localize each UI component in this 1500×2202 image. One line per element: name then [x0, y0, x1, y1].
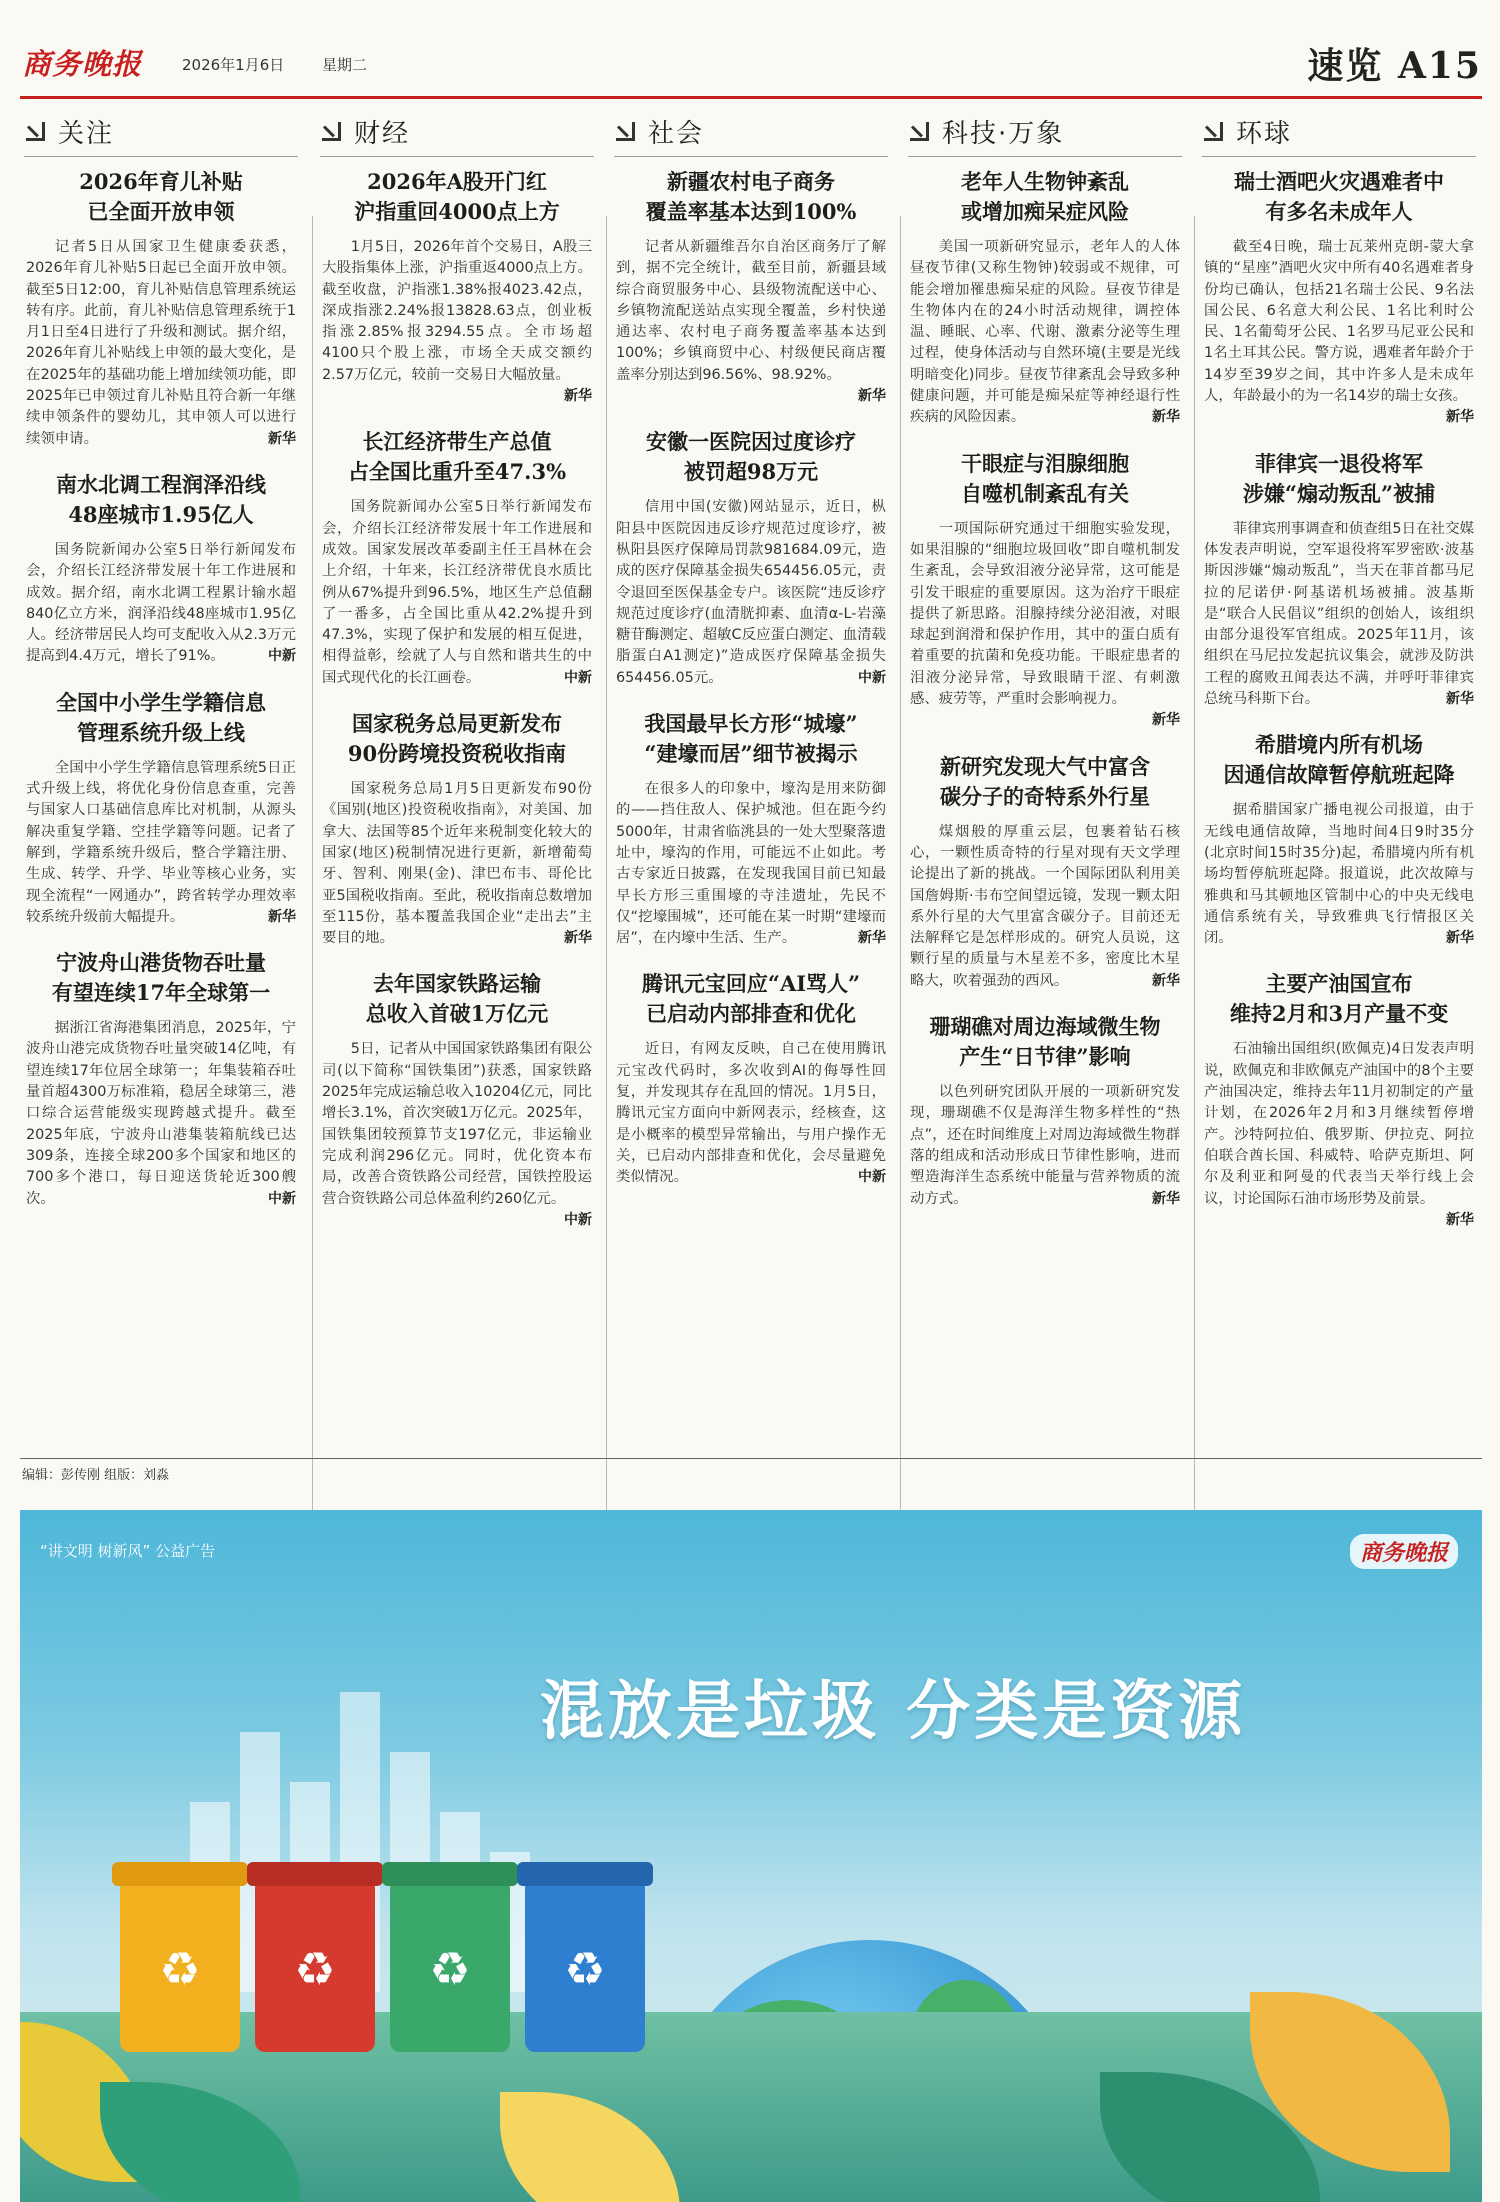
recycle-bin-green [390, 1882, 510, 2052]
article-gap [322, 949, 592, 963]
section-rule [908, 156, 1182, 157]
section-header [316, 106, 598, 156]
article-source: 新华 [1446, 409, 1474, 426]
article-body: 石油输出国组织(欧佩克)4日发表声明说，欧佩克和非欧佩克产油国中的8个主要产油国决定，维持去年11月初制定的产量计划，在2026年2月和3月继续暂停增产。沙特阿拉伯、俄罗斯、伊拉克、阿拉伯联合酋长国、科威特、哈萨克斯坦、阿尔及利亚和阿曼的代表当天举行线上会议，讨论国际石油市场形势及前景。 [1204, 1041, 1474, 1207]
article-gap [616, 949, 886, 963]
news-article [1198, 167, 1480, 443]
article-body-wrap [910, 237, 1180, 429]
section-title: 科技·万象 [942, 118, 1065, 149]
news-article [904, 1012, 1186, 1210]
news-article [610, 427, 892, 703]
article-body-wrap [26, 1018, 296, 1210]
article-headline: 菲律宾一退役将军 涉嫌“煽动叛乱”被捕 [1242, 450, 1436, 506]
column-divider [900, 216, 901, 1551]
bin-lid [382, 1862, 518, 1886]
article-source: 新华 [858, 930, 886, 947]
section-header [20, 106, 302, 156]
masthead-rule [20, 96, 1482, 99]
article-body-wrap [616, 1039, 886, 1188]
article-body: 煤烟般的厚重云层，包裹着钻石核心，一颗性质奇特的行星对现有天文学理论提出了新的挑战。一个国际团队利用美国詹姆斯·韦布空间望远镜，发现一颗太阳系外行星的大气里富含碳分子。目前还无法解释它是怎样形成的。研究人员说，这颗行星的质量与木星差不多，密度比木星略大，吹着强劲的西风。 [910, 823, 1180, 989]
article-body-wrap [910, 822, 1180, 992]
article-source: 中新 [564, 669, 592, 686]
article-headline: 2026年A股开门红 沪指重回4000点上方 [354, 169, 560, 224]
article-gap [910, 992, 1180, 1006]
article-source: 新华 [858, 388, 886, 405]
section-header [904, 106, 1186, 156]
recycle-icon: ♻ [564, 1942, 606, 1996]
news-article [1198, 449, 1480, 725]
news-article [904, 752, 1186, 1006]
section-rule [614, 156, 888, 157]
article-body-wrap [322, 237, 592, 407]
column-divider [312, 216, 313, 1551]
article-headline: 2026年育儿补贴 已全面开放申领 [79, 169, 243, 224]
article-body-wrap [26, 540, 296, 668]
article-headline: 国家税务总局更新发布 90份跨境投资税收指南 [347, 711, 567, 767]
section-arrow-icon [322, 120, 346, 142]
news-column [1198, 106, 1480, 1456]
editor-rule [20, 1458, 1482, 1459]
article-source: 新华 [268, 430, 296, 447]
news-article [610, 969, 892, 1188]
article-body-wrap [616, 497, 886, 689]
ad-newspaper-logo: 商务晚报 [1350, 1534, 1458, 1569]
article-body-wrap [1204, 519, 1474, 711]
section-arrow-icon [910, 120, 934, 142]
section-title: 社会 [648, 118, 705, 149]
article-source: 新华 [1446, 691, 1474, 708]
section-arrow-icon [1204, 120, 1228, 142]
article-source: 中新 [858, 1169, 886, 1186]
article-source: 新华 [1152, 712, 1180, 729]
article-body: 以色列研究团队开展的一项新研究发现，珊瑚礁不仅是海洋生物多样性的“热点”，还在时间维度上对周边海域微生物群落的组成和活动形成日节律性影响，进而塑造海洋生态系统中能量与营养物质的流动方式。 [910, 1084, 1180, 1207]
news-article [1198, 969, 1480, 1231]
article-body-wrap [26, 758, 296, 928]
news-column [904, 106, 1186, 1456]
article-source: 中新 [858, 669, 886, 686]
recycle-icon: ♻ [294, 1942, 336, 1996]
article-body: 近日，有网友反映，自己在使用腾讯元宝改代码时，多次收到AI的侮辱性回复，并发现其存在乱回的情况。1月5日，腾讯元宝方面向中新网表示，经核查，这是小概率的模型异常输出，与用户操作无关，已启动内部排查和优化，会尽量避免类似情况。 [616, 1041, 886, 1186]
article-body-wrap [1204, 800, 1474, 949]
article-headline: 安徽一医院因过度诊疗 被罚超98万元 [646, 429, 856, 485]
recycle-icon: ♻ [429, 1942, 471, 1996]
column-divider [1194, 216, 1195, 1551]
article-gap [322, 407, 592, 421]
article-headline: 我国最早长方形“城壕” “建壕而居”细节被揭示 [644, 711, 858, 767]
news-article [20, 688, 302, 942]
article-body: 在很多人的印象中，壕沟是用来防御的——挡住敌人、保护城池。但在距今约5000年，甘肃省临洮县的一处大型聚落遗址中，壕沟的作用，可能远不止如此。考古专家近日披露，在发现我国目前已知最早长方形三重围壕的寺洼遗址，先民不仅“挖壕围城”，还可能在某一时期“建壕而居”，在内壕中生活、生产。 [616, 781, 886, 947]
article-body-wrap [322, 779, 592, 949]
news-article [20, 948, 302, 1210]
article-body: 截至4日晚，瑞士瓦莱州克朗-蒙大拿镇的“星座”酒吧火灾中所有40名遇难者身份均已确认，包括21名瑞士公民、9名法国公民、6名意大利公民、1名比利时公民、1名葡萄牙公民、1名罗马尼亚公民和1名土耳其公民。警方说，遇难者年龄介于14岁至39岁之间，其中许多人是未成年人，年龄最小的为一名14岁的瑞士女孩。 [1204, 239, 1474, 405]
section-title: 财经 [354, 118, 411, 149]
article-headline: 长江经济带生产总值 占全国比重升至47.3% [347, 429, 567, 485]
article-body-wrap [910, 519, 1180, 732]
article-gap [910, 429, 1180, 443]
news-article [610, 709, 892, 963]
news-article [316, 969, 598, 1231]
article-headline: 瑞士酒吧火灾遇难者中 有多名未成年人 [1234, 169, 1444, 224]
section-title: 环球 [1236, 118, 1293, 149]
public-service-ad [20, 1510, 1482, 2202]
article-source: 新华 [1446, 1211, 1474, 1228]
article-gap [1204, 710, 1474, 724]
section-header [610, 106, 892, 156]
recycle-bin-yellow [120, 1882, 240, 2052]
article-body-wrap [616, 237, 886, 407]
news-article [1198, 730, 1480, 963]
article-body-wrap [1204, 237, 1474, 429]
article-body-wrap [910, 1082, 1180, 1210]
article-body: 国务院新闻办公室5日举行新闻发布会，介绍长江经济带发展十年工作进展和成效。据介绍，南水北调工程累计输水超840亿立方米，润泽沿线48座城市1.95亿人。经济带居民人均可支配收入从2.3万元提高到4.4万元，增长了91%。 [26, 541, 296, 665]
article-body: 1月5日，2026年首个交易日，A股三大股指集体上涨，沪指重返4000点上方。截至收盘，沪指涨1.38%报4023.42点，深成指涨2.24%报13828.63点，创业板指涨2.85%报3294.55点。全市场超4100只个股上涨，市场全天成交额约2.57万亿元，较前一交易日大幅放量。 [322, 239, 592, 383]
newspaper-logo: 商务晚报 [22, 47, 143, 81]
article-body: 国家税务总局1月5日更新发布90份《国别(地区)投资税收指南》，对美国、加拿大、法国等85个近年来税制变化较大的国家(地区)税制情况进行更新，新增葡萄牙、智利、刚果(金)、津巴布韦、哥伦比亚5国税收指南。至此，税收指南总数增加至115份，基本覆盖我国企业“走出去”主要目的地。 [322, 781, 592, 947]
article-gap [26, 928, 296, 942]
section-rule [320, 156, 594, 157]
article-headline: 新研究发现大气中富含 碳分子的奇特系外行星 [940, 753, 1150, 809]
article-body: 国务院新闻办公室5日举行新闻发布会，介绍长江经济带发展十年工作进展和成效。国家发展改革委副主任王昌林在会上介绍，十年来，长江经济带优良水质比例从67%提升到96.5%，地区生产总值翻了一番多，占全国比重从42.2%提升到47.3%，实现了保护和发展的相互促进，相得益彰，绘就了人与自然和谐共生的中国式现代化的长江画卷。 [322, 499, 592, 686]
article-body: 一项国际研究通过干细胞实验发现，如果泪腺的“细胞垃圾回收”即自噬机制发生紊乱，会导致泪液分泌异常，这可能是引发干眼症的重要原因。这为治疗干眼症提供了新思路。泪腺持续分泌泪液，对眼球起到润滑和保护作用，其中的蛋白质有着重要的抗菌和免疫功能。干眼症患者的泪液分泌异常，导致眼睛干涩、有刺激感、疲劳等，严重时会影响视力。 [910, 520, 1180, 708]
article-source: 新华 [564, 388, 592, 405]
article-gap [910, 732, 1180, 746]
issue-weekday: 星期二 [322, 56, 368, 74]
news-article [316, 167, 598, 421]
article-headline: 珊瑚礁对周边海域微生物 产生“日节律”影响 [929, 1014, 1161, 1070]
news-article [904, 449, 1186, 746]
page-section-label: 速览 A15 [1307, 45, 1482, 87]
article-source: 中新 [564, 1211, 592, 1228]
article-body: 菲律宾刑事调查和侦查组5日在社交媒体发表声明说，空军退役将军罗密欧·波基斯因涉嫌“煽动叛乱”，当天在菲首都马尼拉的尼诺伊·阿基诺机场被捕。波基斯是“联合人民倡议”组织的创始人，该组织由部分退役军官组成。2025年11月，该组织在马尼拉发起抗议集会，就涉及防洪工程的腐败丑闻表达不满，并呼吁菲律宾总统马科斯下台。 [1204, 520, 1474, 708]
article-headline: 腾讯元宝回应“AI骂人” 已启动内部排查和优化 [641, 971, 861, 1027]
article-source: 新华 [268, 908, 296, 925]
editor-credit: 编辑：彭传刚 组版：刘淼 [22, 1468, 170, 1483]
article-body-wrap [322, 1039, 592, 1231]
news-article [316, 709, 598, 963]
news-column [316, 106, 598, 1456]
news-article [610, 167, 892, 421]
news-column [610, 106, 892, 1456]
article-body-wrap [616, 779, 886, 949]
bin-lid [517, 1862, 653, 1886]
article-source: 新华 [1446, 930, 1474, 947]
article-headline: 干眼症与泪腺细胞 自噬机制紊乱有关 [961, 450, 1129, 506]
article-gap [616, 689, 886, 703]
article-source: 中新 [268, 1190, 296, 1207]
news-article [904, 167, 1186, 443]
news-article [20, 167, 302, 464]
masthead [22, 14, 1482, 86]
ad-slogan: 混放是垃圾 分类是资源 [540, 1674, 1247, 1749]
article-headline: 老年人生物钟紊乱 或增加痴呆症风险 [961, 169, 1129, 224]
article-headline: 希腊境内所有机场 因通信故障暂停航班起降 [1223, 732, 1455, 788]
news-article [20, 470, 302, 682]
article-gap [616, 407, 886, 421]
article-headline: 主要产油国宣布 维持2月和3月产量不变 [1229, 971, 1449, 1027]
article-gap [26, 668, 296, 682]
article-source: 新华 [1152, 409, 1180, 426]
issue-date: 2026年1月6日 [182, 56, 285, 74]
section-rule [1202, 156, 1476, 157]
ad-tag: “讲文明 树新风” 公益广告 [40, 1542, 216, 1560]
article-headline: 南水北调工程润泽沿线 48座城市1.95亿人 [56, 471, 266, 527]
section-arrow-icon [26, 120, 50, 142]
article-source: 中新 [268, 648, 296, 665]
article-headline: 全国中小学生学籍信息 管理系统升级上线 [56, 689, 266, 745]
article-body: 记者5日从国家卫生健康委获悉，2026年育儿补贴5日起已全面开放申领。截至5日12:00，育儿补贴信息管理系统运转有序。此前，育儿补贴信息管理系统于1月1日至4日进行了升级和测试。据介绍，2026年育儿补贴线上申领的最大变化，是在2025年的基础功能上增加续领功能，即2025年已申领过育儿补贴且符合新一年继续申领条件的婴幼儿，其申领人可以进行续领申请。 [26, 239, 296, 447]
article-body-wrap [1204, 1039, 1474, 1231]
article-source: 新华 [564, 930, 592, 947]
recycle-bin-blue [525, 1882, 645, 2052]
article-body: 记者从新疆维吾尔自治区商务厅了解到，据不完全统计，截至目前，新疆县域综合商贸服务中心、县级物流配送中心、乡镇物流配送站点实现全覆盖，乡村快递通达率、农村电子商务覆盖率基本达到100%；乡镇商贸中心、村级便民商店覆盖率分别达到96.56%、98.92%。 [616, 239, 886, 383]
recycle-icon: ♻ [159, 1942, 201, 1996]
article-body: 美国一项新研究显示，老年人的人体昼夜节律(又称生物钟)较弱或不规律，可能会增加罹患痴呆症的风险。昼夜节律是生物体内在的24小时活动规律，调控体温、睡眠、心率、代谢、激素分泌等生理过程，使身体活动与自然环境(主要是光线明暗变化)同步。昼夜节律紊乱会导致多种健康问题，并可能是痴呆症等神经退行性疾病的风险因素。 [910, 239, 1180, 426]
article-headline: 宁波舟山港货物吞吐量 有望连续17年全球第一 [51, 950, 271, 1006]
column-divider [606, 216, 607, 1551]
article-body: 全国中小学生学籍信息管理系统5日正式升级上线，将优化身份信息查重，完善与国家人口基础信息库比对机制，从源头解决重复学籍、空挂学籍等问题。记者了解到，学籍系统升级后，整合学籍注册、生成、转学、升学、毕业等核心业务，实现全流程“一网通办”，跨省转学办理效率较系统升级前大幅提升。 [26, 759, 296, 925]
article-headline: 去年国家铁路运输 总收入首破1万亿元 [365, 971, 549, 1027]
article-body: 5日，记者从中国国家铁路集团有限公司(以下简称“国铁集团”)获悉，国家铁路2025年完成运输总收入10204亿元，同比增长3.1%，首次突破1万亿元。2025年，国铁集团较预算节支197亿元，非运输业完成利润296亿元。同时，优化资本布局，改善合资铁路公司经营，国铁控股运营合资铁路公司总体盈利约260亿元。 [322, 1041, 592, 1207]
article-body-wrap [26, 237, 296, 450]
section-title: 关注 [58, 118, 115, 149]
article-gap [322, 689, 592, 703]
article-gap [1204, 949, 1474, 963]
recycle-bin-red [255, 1882, 375, 2052]
news-columns [20, 106, 1482, 1456]
news-column [20, 106, 302, 1456]
bin-lid [247, 1862, 383, 1886]
section-arrow-icon [616, 120, 640, 142]
news-article [316, 427, 598, 703]
article-body-wrap [322, 497, 592, 689]
article-body: 据浙江省海港集团消息，2025年，宁波舟山港完成货物吞吐量突破14亿吨，有望连续17年位居全球第一；年集装箱吞吐量首超4300万标准箱，稳居全球第三，港口综合运营能级实现跨越式提升。截至2025年底，宁波舟山港集装箱航线已达309条，连接全球200多个国家和地区的700多个港口，每日迎送货轮近300艘次。 [26, 1020, 296, 1207]
section-header [1198, 106, 1480, 156]
section-rule [24, 156, 298, 157]
article-headline: 新疆农村电子商务 覆盖率基本达到100% [645, 169, 857, 224]
article-source: 新华 [1152, 1190, 1180, 1207]
bin-lid [112, 1862, 248, 1886]
article-source: 新华 [1152, 972, 1180, 989]
article-gap [1204, 429, 1474, 443]
article-gap [26, 450, 296, 464]
article-body: 据希腊国家广播电视公司报道，由于无线电通信故障，当地时间4日9时35分(北京时间15时35分)起，希腊境内所有机场均暂停航班起降。报道说，此次故障与雅典和马其顿地区管制中心的中央无线电通信系统有关，导致雅典飞行情报区关闭。 [1204, 802, 1474, 947]
article-body: 信用中国(安徽)网站显示，近日，枞阳县中医院因违反诊疗规范过度诊疗，被枞阳县医疗保障局罚款981684.09元，造成的医疗保障基金损失654456.05元，责令退回至医保基金专户。该医院“违反诊疗规范过度诊疗(血清胱抑素、血清α-L-岩藻糖苷酶测定、超敏C反应蛋白测定、血清载脂蛋白A1测定)”造成医疗保障基金损失654456.05元。 [616, 499, 886, 686]
